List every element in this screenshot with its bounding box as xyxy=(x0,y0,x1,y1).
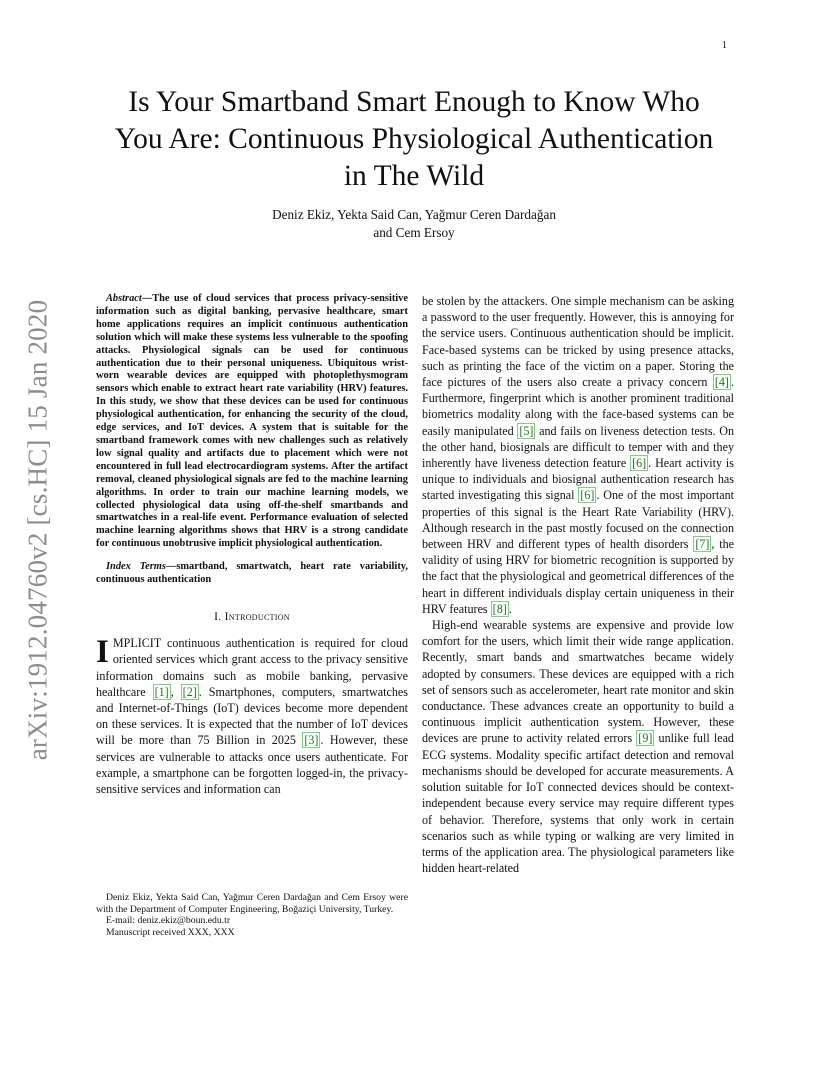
citation-link[interactable]: [6] xyxy=(632,456,647,471)
body-text: unlike full lead ECG systems. Modality specific artifact detection and removal mechanisms should be developed for accurate measurements. A solution suitable for IoT connected devices should be context-independent because every service may require different types of behavior. Therefore, systems that only work in certain scenarios such as while typing or walking are very limited in terms of the application area. The physiological parameters like hidden heart-related xyxy=(422,731,734,876)
section-heading-introduction: I. Introduction xyxy=(214,609,290,623)
abstract-text: The use of cloud services that process privacy-sensitive information such as digital banking, pervasive healthcare, smart home applications requires an implicit continuous authentication solution which will make these systems less vulnerable to the spoofing attacks. Physiological signals can be used for continuous authentication due to their personal uniqueness. Ubiquitous wrist-worn wearable devices are equipped with photoplethysmogram sensors which enable to extract heart rate variability (HRV) features. In this study, we show that these devices can be used for continuous physiological authentication, for enhancing the security of the cloud, edge services, and IoT devices. A system that is suitable for the smartband framework comes with new challenges such as relatively low signal quality and artifacts due to placement which were not encountered in full lead electrocardiogram systems. After the artifact removal, cleaned physiological signals are fed to the machine learning algorithms. In order to train our machine learning models, we collected physiological data using off-the-shelf smartbands and smartwatches in a real-life event. Performance evaluation of selected machine learning algorithms shows that HRV is a strong candidate for continuous unobtrusive implicit physiological authentication. xyxy=(96,293,408,550)
citation-link[interactable]: [8] xyxy=(492,601,507,616)
authors-line-1: Deniz Ekiz, Yekta Said Can, Yağmur Ceren Dardağan xyxy=(272,207,556,222)
abstract: Abstract—The use of cloud services that process privacy-sensitive information such as digital banking, pervasive healthcare, smart home applications requires an implicit continuous authentication solution which will make these systems less vulnerable to the spoofing attacks. Physiological signals can be used for continuous authentication due to their personal uniqueness. Ubiquitous wrist-worn wearable devices are equipped with photoplethysmogram sensors which enable to extract heart rate variability (HRV) features. In this study, we show that these devices can be used for continuous physiological authentication, for enhancing the security of the cloud, edge services, and IoT devices. A system that is suitable for the smartband framework comes with new challenges such as relatively low signal quality and artifacts due to placement which were not encountered in full lead electrocardiogram systems. After the artifact removal, cleaned physiological signals are fed to the machine learning algorithms. In order to train our machine learning models, we collected physiological data using off-the-shelf smartbands and smartwatches in a real-life event. Performance evaluation of selected machine learning algorithms shows that HRV is a strong candidate for continuous unobtrusive implicit physiological authentication. xyxy=(96,293,408,550)
body-text: . Furthermore, fingerprint which is another prominent traditional biometrics modality along with the face-based systems can be easily manipulated xyxy=(422,375,734,438)
footnote-manuscript: Manuscript received XXX, XXX xyxy=(106,926,235,938)
intro-text: , xyxy=(170,684,181,699)
abstract-label: Abstract xyxy=(106,293,142,304)
intro-caps-word: MPLICIT xyxy=(112,636,162,651)
intro-paragraph xyxy=(96,635,408,797)
body-text: , the validity of using HRV for biometric recognition is supported by the fact that the physiological and geometrical differences of the heart in different individuals display certain uniqueness in their HRV features xyxy=(422,537,735,616)
body-paragraph xyxy=(422,293,734,617)
authors-line-2: and Cem Ersoy xyxy=(373,225,455,240)
intro-text: . However, these services are vulnerable to attacks once users authenticate. For example, a smartphone can be forgotten logged-in, the privacy-sensitive services and information can xyxy=(96,733,408,796)
body-text: be stolen by the attackers. One simple mechanism can be asking a password to the user frequently. However, this is annoying for the service users. Continuous authentication should be implicit. Face-based systems can be tricked by using presence attacks, such as printing the face of the victim on a paper. Storing the face pictures of the users also create a privacy concern xyxy=(422,294,734,390)
body-text: . One of the most important properties of this signal is the Heart Rate Variability (HRV). Although research in the past mostly focused on the connection between HRV and different types of health disorders xyxy=(422,488,734,552)
citation-link[interactable]: [1] xyxy=(154,684,169,699)
citation-link[interactable]: [2] xyxy=(182,684,197,699)
index-terms-label: Index Terms xyxy=(106,561,166,573)
intro-text: . Smartphones, computers, smartwatches and Internet-of-Things (IoT) devices become more dependent on these services. It is expected that the number of IoT devices will be more than 75 Billion in 2025 xyxy=(96,684,408,748)
footnote-affiliation: Deniz Ekiz, Yekta Said Can, Yağmur Ceren Dardağan and Cem Ersoy were with the Department of Computer Engineering, Boğaziçi University, Turkey. xyxy=(96,892,408,915)
right-column xyxy=(422,293,734,876)
citation-link[interactable]: [7] xyxy=(695,537,710,552)
footnote-email: E-mail: deniz.ekiz@boun.edu.tr xyxy=(106,915,231,927)
citation-link[interactable]: [3] xyxy=(304,733,319,748)
page-number: 1 xyxy=(722,40,727,51)
footnote xyxy=(96,892,408,938)
body-text: . Heart activity is unique to individuals and biosignal authentication research has started investigating this signal xyxy=(422,456,734,503)
citation-link[interactable]: [4] xyxy=(714,375,729,390)
body-paragraph xyxy=(422,617,734,876)
left-column xyxy=(96,293,408,797)
index-terms-text: smartband, smartwatch, heart rate variability, continuous authentication xyxy=(96,561,408,586)
body-text: . xyxy=(508,601,512,616)
intro-text: continuous authentication is required for cloud oriented services which grant access to the privacy sensitive information domains such as mobile banking, pervasive healthcare xyxy=(96,636,408,699)
dropcap: I xyxy=(96,634,109,671)
arxiv-identifier[interactable]: arXiv:1912.04760v2 [cs.HC] 15 Jan 2020 xyxy=(22,299,53,761)
body-text: and fails on liveness detection tests. On the other hand, biosignals are difficult to temper with and they inherently have liveness detection feature xyxy=(422,423,734,471)
citation-link[interactable]: [6] xyxy=(580,488,595,503)
paper-title: Is Your Smartband Smart Enough to Know Who You Are: Continuous Physiological Authentication in The Wild xyxy=(114,86,714,192)
body-text: High-end wearable systems are expensive and provide low comfort for the users, which limit their wide range application. Recently, smart bands and smartwatches became widely adopted by consumers. These devices are equipped with a rich set of sensors such as accelerometer, heart rate monitor and skin conductance. These advances create an opportunity to build a continuous implicit authentication system. However, these devices are prune to activity related errors xyxy=(422,618,734,746)
index-terms: Index Terms—smartband, smartwatch, heart rate variability, continuous authentication xyxy=(96,561,408,586)
citation-link[interactable]: [5] xyxy=(519,423,534,438)
author-list xyxy=(110,206,718,242)
citation-link[interactable]: [9] xyxy=(638,731,653,746)
